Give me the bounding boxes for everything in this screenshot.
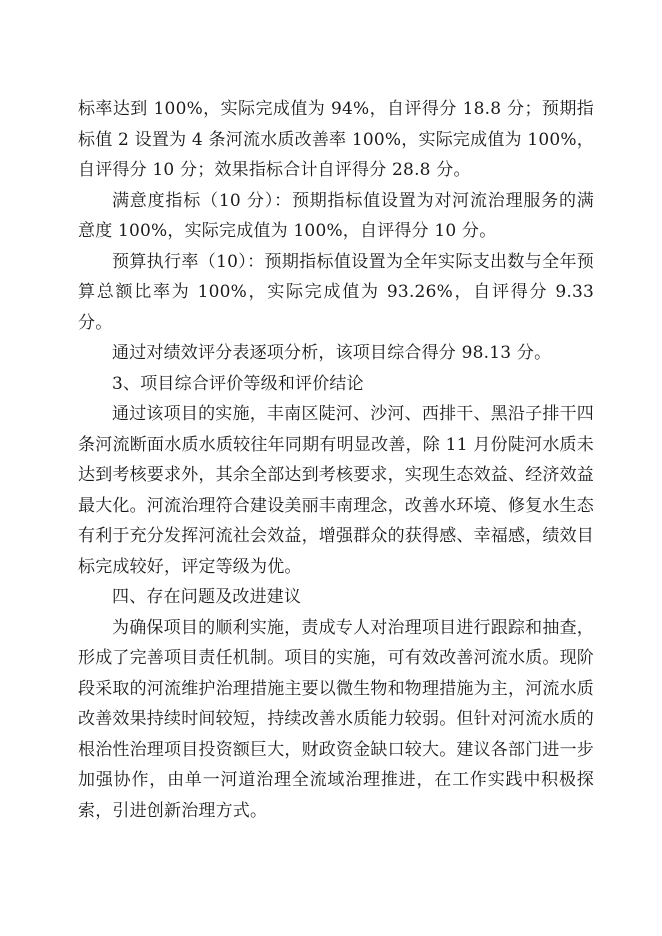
- paragraph-effect-indicators: 标率达到 100%，实际完成值为 94%，自评得分 18.8 分；预期指标值 2 设置为 4 条河流水质改善率 100%，实际完成值为 100%，自评得分 10 分；效果指标合计自评得分 28.8 分。: [78, 99, 594, 180]
- paragraph-satisfaction-indicator: 满意度指标（10 分）：预期指标值设置为对河流治理服务的满意度 100%，实际完成值为 100%，自评得分 10 分。: [78, 190, 594, 241]
- paragraph-overall-score: 通过对绩效评分表逐项分析，该项目综合得分 98.13 分。: [112, 343, 552, 363]
- paragraph-budget-execution-rate: 预算执行率（10）：预期指标值设置为全年实际支出数与全年预算总额比率为 100%，实际完成值为 93.26%，自评得分 9.33 分。: [78, 251, 594, 333]
- document-body: [78, 94, 594, 826]
- section-heading-problems-suggestions: 四、存在问题及改进建议: [112, 587, 302, 607]
- section-heading-evaluation-conclusion: 3、项目综合评价等级和评价结论: [112, 373, 364, 394]
- paragraph-evaluation-conclusion: 通过该项目的实施，丰南区陡河、沙河、西排干、黑沿子排干四条河流断面水质水质较往年同期有明显改善，除 11 月份陡河水质未达到考核要求外，其余全部达到考核要求，实现生态效益、经济效益最大化。河流治理符合建设美丽丰南理念，改善水环境、修复水生态有利于充分发挥河流社会效益，增强群众的获得感、幸福感，绩效目标完成较好，评定等级为优。: [78, 404, 594, 577]
- paragraph-problems-suggestions: 为确保项目的顺利实施，责成专人对治理项目进行跟踪和抽查，形成了完善项目责任机制。项目的实施，可有效改善河流水质。现阶段采取的河流维护治理措施主要以微生物和物理措施为主，河流水质改善效果持续时间较短，持续改善水质能力较弱。但针对河流水质的根治性治理项目投资额巨大，财政资金缺口较大。建议各部门进一步加强协作，由单一河道治理全流域治理推进，在工作实践中积极探索，引进创新治理方式。: [78, 617, 594, 821]
